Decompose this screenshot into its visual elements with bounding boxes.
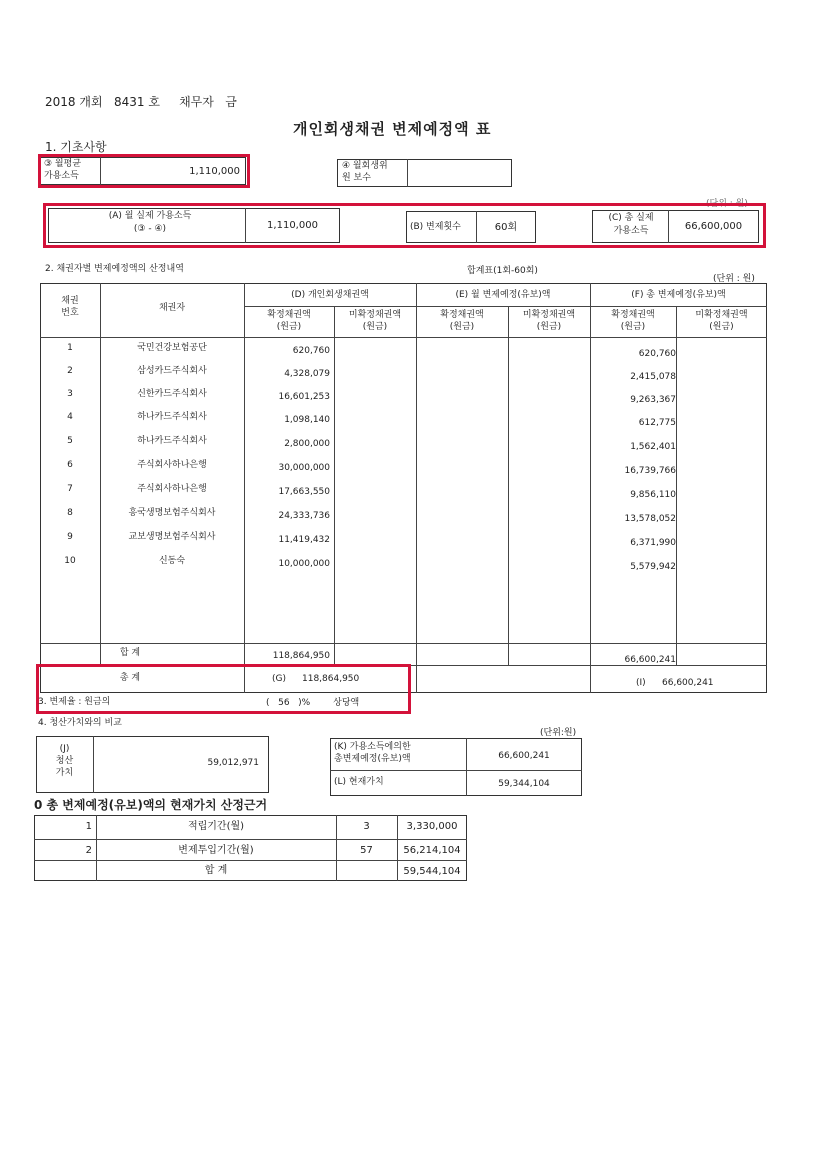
rate-open: ( [266,698,270,708]
highlight-abc [43,203,766,248]
rate-value: 56 [278,698,290,708]
box-b-label: (B) 변제횟수 [410,222,461,232]
box-k-label-2: 총변제예정(유보)액 [334,754,411,764]
d-confirmed-1: 확정채권액 [267,310,311,320]
group-d: (D) 개인회생채권액 [291,290,369,300]
row-d-confirmed: 620,760 [292,346,330,356]
row-f-confirmed: 612,775 [638,418,676,428]
box-b-value: 60회 [494,222,518,233]
row-no: 4 [67,412,73,422]
box-c-label-1: (C) 총 실제 [608,213,654,223]
row-no: 5 [67,436,73,446]
box-k-label-1: (K) 가용소득에의한 [334,742,411,752]
e-unconfirmed-1: 미확정채권액 [522,310,576,320]
box4-label-1: ④ 월회생위 [342,161,388,171]
row-creditor: 하나카드주식회사 [137,436,207,446]
sum-d: 118,864,950 [272,651,330,661]
header-line [45,96,237,108]
box-c-label-2: 가용소득 [613,226,649,236]
pv-row-no: 2 [85,845,92,856]
d-unconfirmed-2: (원금) [362,322,388,332]
rate-line [266,698,359,709]
total-label: 총 계 [119,673,141,683]
box-j-label-2: 청산 [55,756,74,766]
section4-unit: (단위:원) [540,728,577,738]
row-no: 2 [67,366,73,376]
pv-row-no: 1 [85,821,92,832]
row-d-confirmed: 10,000,000 [278,559,330,569]
row-no: 6 [67,460,73,470]
f-confirmed-1: 확정채권액 [611,310,655,320]
row-f-confirmed: 1,562,401 [630,442,676,452]
pv-total-label: 합 계 [204,865,228,876]
box3-label-2: 가용소득 [44,171,79,181]
row-creditor: 하나카드주식회사 [137,412,207,422]
sum-label: 합 계 [119,648,141,658]
pv-row-amount: 56,214,104 [403,845,461,856]
row-d-confirmed: 11,419,432 [278,535,330,545]
total-i-label: (I) [636,678,646,688]
pv-total-amount: 59,544,104 [403,866,461,877]
row-d-confirmed: 17,663,550 [278,487,330,497]
row-f-confirmed: 2,415,078 [630,372,676,382]
rate-close: )% [298,698,311,708]
group-f: (F) 총 변제예정(유보)액 [631,290,726,300]
header-debtor-label: 채무자 [179,95,214,109]
box-j-value: 59,012,971 [207,758,259,768]
row-no: 8 [67,508,73,518]
row-f-confirmed: 6,371,990 [630,538,676,548]
total-i-value: 66,600,241 [662,678,714,688]
box-a-label-2: (③ - ④) [133,224,167,234]
box-l-label: (L) 현재가치 [334,777,384,787]
row-no: 9 [67,532,73,542]
row-d-confirmed: 16,601,253 [278,392,330,402]
section2-period: 합계표(1회-60회) [467,266,538,276]
section5-heading: 0 총 변제예정(유보)액의 현재가치 산정근거 [34,798,268,812]
row-creditor: 국민건강보험공단 [137,343,207,353]
row-f-confirmed: 13,578,052 [624,514,676,524]
section2-unit: (단위 : 원) [713,274,755,284]
pv-row-months: 3 [363,821,370,832]
section1-unit: (단위 : 원) [706,199,748,209]
row-d-confirmed: 1,098,140 [284,415,330,425]
row-d-confirmed: 30,000,000 [278,463,330,473]
section4-heading: 4. 청산가치와의 비교 [38,718,122,728]
pv-row-amount: 3,330,000 [406,821,458,832]
row-d-confirmed: 24,333,736 [278,511,330,521]
box-a-value: 1,110,000 [267,220,318,231]
pv-row-months: 57 [360,845,373,856]
row-no: 1 [67,343,73,353]
d-unconfirmed-1: 미확정채권액 [348,310,402,320]
e-confirmed-2: (원금) [449,322,475,332]
box-j-label-1: (J) [59,744,70,754]
row-f-confirmed: 9,856,110 [630,490,676,500]
section2-heading: 2. 채권자별 변제예정액의 산정내역 [45,264,184,274]
row-f-confirmed: 16,739,766 [624,466,676,476]
f-unconfirmed-2: (원금) [709,322,734,332]
box-j-label-3: 가치 [55,768,74,778]
row-f-confirmed: 5,579,942 [630,562,676,572]
row-f-confirmed: 9,263,367 [630,395,676,405]
highlight-box3 [38,154,250,188]
e-confirmed-1: 확정채권액 [440,310,484,320]
box3-value: 1,110,000 [189,166,240,177]
header-label1: 개회 [79,95,103,109]
f-confirmed-2: (원금) [620,322,646,332]
box-c-value: 66,600,000 [684,221,743,232]
col-creditor: 채권자 [158,303,186,313]
row-creditor: 신동숙 [158,556,186,566]
row-d-confirmed: 2,800,000 [284,439,330,449]
col-no-1: 채권 [61,296,79,306]
row-no: 3 [67,389,73,399]
total-g-label: (G) [272,674,286,684]
total-g-value: 118,864,950 [302,674,360,684]
rate-suffix: 상당액 [333,698,360,708]
box-k-value: 66,600,241 [498,751,550,761]
col-no-2: 번호 [61,308,79,318]
d-confirmed-2: (원금) [276,322,302,332]
row-f-confirmed: 620,760 [638,349,676,359]
box-l-value: 59,344,104 [498,779,550,789]
row-creditor: 신한카드주식회사 [137,389,207,399]
box4-label-2: 원 보수 [342,173,371,183]
f-unconfirmed-1: 미확정채권액 [695,310,748,320]
pv-row-label: 변제투입기간(월) [178,845,254,856]
row-creditor: 삼성카드주식회사 [137,366,207,376]
row-creditor: 흥국생명보험주식회사 [128,508,216,518]
header-year: 2018 [45,95,76,109]
header-case-no: 8431 [114,95,145,109]
row-creditor: 교보생명보험주식회사 [128,532,216,542]
row-creditor: 주식회사하나은행 [137,460,207,470]
group-e: (E) 월 변제예정(유보)액 [455,290,551,300]
box3-label-1: ③ 월평균 [44,159,82,169]
section1-heading: 1. 기초사항 [45,140,107,154]
e-unconfirmed-2: (원금) [536,322,562,332]
row-creditor: 주식회사하나은행 [137,484,207,494]
page-title: 개인회생채권 변제예정액 표 [293,120,492,138]
pv-row-label: 적립기간(월) [187,821,245,832]
sum-f: 66,600,241 [624,655,676,665]
row-no: 10 [64,556,76,566]
section3-heading: 3. 변제율 : 원금의 [38,697,111,707]
row-d-confirmed: 4,328,079 [284,369,330,379]
row-no: 7 [67,484,73,494]
header-debtor-name: 금 [225,95,237,109]
header-label2: 호 [148,95,160,109]
box-a-label-1: (A) 월 실제 가용소득 [108,211,192,221]
